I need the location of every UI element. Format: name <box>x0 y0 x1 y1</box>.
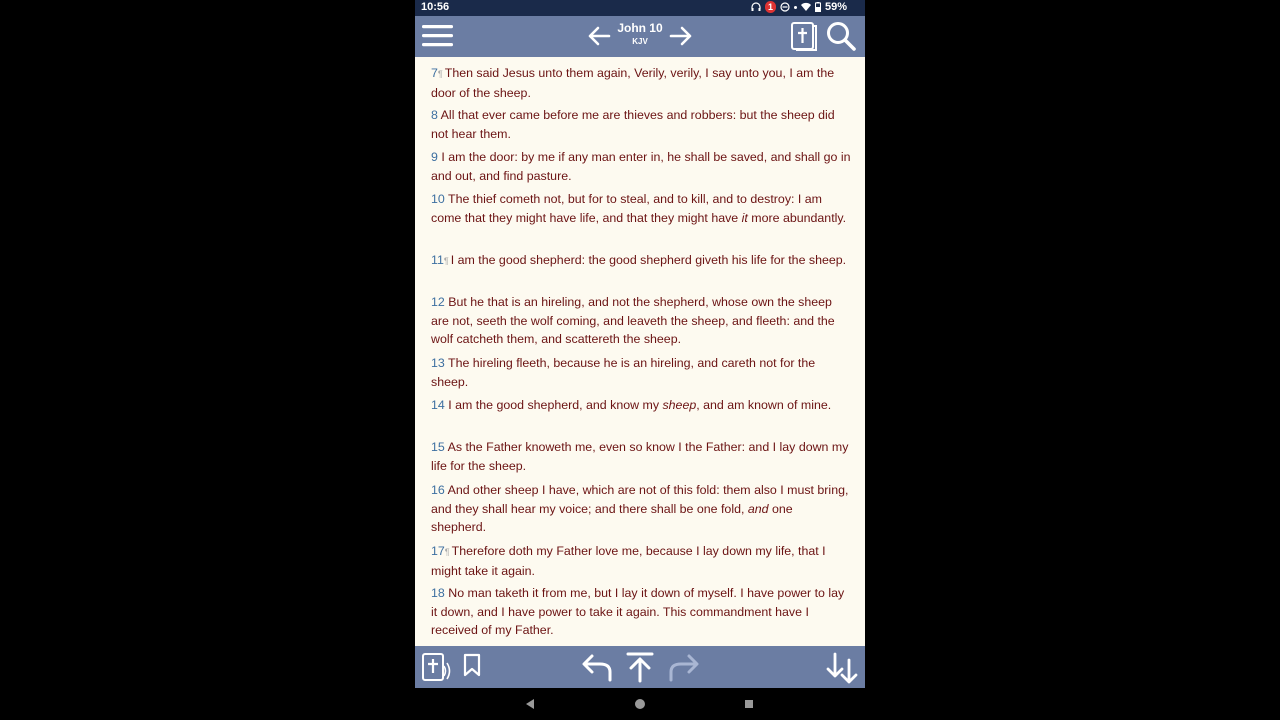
battery-icon <box>815 2 821 12</box>
notification-badge: 1 <box>765 1 776 13</box>
bookmark-icon <box>462 653 482 677</box>
verse-text: The hireling fleeth, because he is an hireling, and careth not for the sheep. <box>431 356 816 389</box>
verse-text: And other sheep I have, which are not of this fold: them also I must bring, and they shall hear my voice; and there shall be one fold, <box>431 483 849 516</box>
triangle-back-icon <box>524 698 536 710</box>
status-bar <box>415 0 865 16</box>
verse[interactable] <box>431 293 851 349</box>
bottom-toolbar <box>415 646 865 688</box>
verse[interactable] <box>431 354 851 391</box>
verse[interactable] <box>431 584 851 640</box>
app-bar <box>415 16 865 57</box>
verse-text: Therefore doth my Father love me, because I lay down my life, that I might take it again. <box>431 544 826 578</box>
search-button[interactable] <box>825 20 857 52</box>
verse-text: Then said Jesus unto them again, Verily, verily, I say unto you, I am the door of the sheep. <box>431 66 835 100</box>
verse[interactable] <box>431 148 851 185</box>
verse-number[interactable]: 13 <box>431 356 445 370</box>
verse-number[interactable]: 14 <box>431 398 445 412</box>
bible-library-button[interactable] <box>790 21 818 51</box>
hamburger-menu-icon <box>421 23 454 49</box>
audio-bible-icon <box>421 652 453 682</box>
arrow-right-icon <box>669 26 693 46</box>
status-icons <box>751 1 847 13</box>
verse-text: I am the good shepherd: the good shepherd giveth his life for the sheep. <box>450 253 847 267</box>
dot-icon <box>794 6 797 9</box>
bookmark-button[interactable] <box>462 653 482 677</box>
verse-number[interactable]: 9 <box>431 150 438 164</box>
system-recents-button[interactable] <box>744 699 754 709</box>
circle-home-icon <box>634 698 646 710</box>
verse-text: All that ever came before me are thieves and robbers: but the sheep did not hear them. <box>431 108 835 141</box>
verse[interactable] <box>431 396 851 415</box>
verse-text-italic: and <box>747 501 769 516</box>
verse-text: more abundantly. <box>747 210 847 225</box>
menu-button[interactable] <box>421 23 454 49</box>
verse[interactable] <box>431 251 851 271</box>
system-home-button[interactable] <box>634 698 646 710</box>
verse-number[interactable]: 15 <box>431 440 445 454</box>
verse-text: The thief cometh not, but for to steal, and to kill, and to destroy: I am come that they might have life, and that they might have <box>431 192 822 225</box>
verse-text: As the Father knoweth me, even so know I the Father: and I lay down my life for the sheep. <box>431 440 849 473</box>
sort-down-arrows-icon <box>825 651 859 685</box>
verse-text: But he that is an hireling, and not the shepherd, whose own the sheep are not, seeth the wolf coming, and leaveth the sheep, and fleeth: and the wolf catcheth them, and scattereth the sheep. <box>431 295 835 347</box>
verse[interactable] <box>431 542 851 580</box>
verse[interactable] <box>431 106 851 143</box>
system-nav-bar <box>415 688 865 720</box>
headphones-icon <box>751 2 761 12</box>
scripture-content[interactable] <box>415 57 865 646</box>
next-chapter-button[interactable] <box>669 26 693 46</box>
verse-number[interactable]: 12 <box>431 295 445 309</box>
bible-book-icon <box>790 21 818 51</box>
scroll-top-button[interactable] <box>625 651 655 683</box>
verse-number[interactable]: 7 <box>431 66 438 80</box>
wifi-icon <box>801 2 811 12</box>
verse-text: I am the good shepherd, and know my <box>448 398 663 412</box>
redo-arrow-icon <box>667 652 701 682</box>
verse[interactable] <box>431 64 851 102</box>
paragraph-mark: ¶ <box>443 256 449 266</box>
do-not-disturb-icon <box>780 2 790 12</box>
status-time: 10:56 <box>421 1 450 13</box>
phone-screen <box>415 0 865 720</box>
bible-version: KJV <box>632 37 648 46</box>
verse-number[interactable]: 16 <box>431 483 445 497</box>
verse-number[interactable]: 8 <box>431 108 438 122</box>
verse-text: , and am known of mine. <box>696 398 832 412</box>
undo-arrow-icon <box>580 652 614 682</box>
verse-text: one shepherd. <box>431 501 793 535</box>
chapter-selector[interactable] <box>605 21 675 47</box>
verse-number[interactable]: 10 <box>431 192 445 206</box>
verse-number[interactable]: 11 <box>431 253 444 267</box>
system-back-button[interactable] <box>524 698 536 710</box>
paragraph-mark: ¶ <box>444 547 450 557</box>
verse-number[interactable]: 17 <box>431 544 445 558</box>
verse[interactable] <box>431 190 851 227</box>
verse-text: No man taketh it from me, but I lay it down of myself. I have power to lay it down, and I have power to take it again. This commandment have I received of my Father. <box>431 586 845 638</box>
paragraph-mark: ¶ <box>437 69 443 79</box>
square-recents-icon <box>744 699 754 709</box>
audio-bible-button[interactable] <box>421 652 453 682</box>
verse-number[interactable]: 18 <box>431 586 445 600</box>
scroll-down-button[interactable] <box>825 651 859 685</box>
verse-text: I am the door: by me if any man enter in, he shall be saved, and shall go in and out, and find pasture. <box>431 150 851 183</box>
book-chapter-title: John 10 <box>617 21 663 35</box>
arrow-up-to-top-icon <box>625 651 655 683</box>
forward-button[interactable] <box>667 652 701 682</box>
search-icon <box>825 20 857 52</box>
verse-text-italic: it <box>741 210 748 225</box>
back-button[interactable] <box>580 652 614 682</box>
verse-text-italic: sheep <box>662 398 697 412</box>
battery-percent: 59% <box>824 1 847 13</box>
verse[interactable] <box>431 481 851 537</box>
verse[interactable] <box>431 438 851 475</box>
